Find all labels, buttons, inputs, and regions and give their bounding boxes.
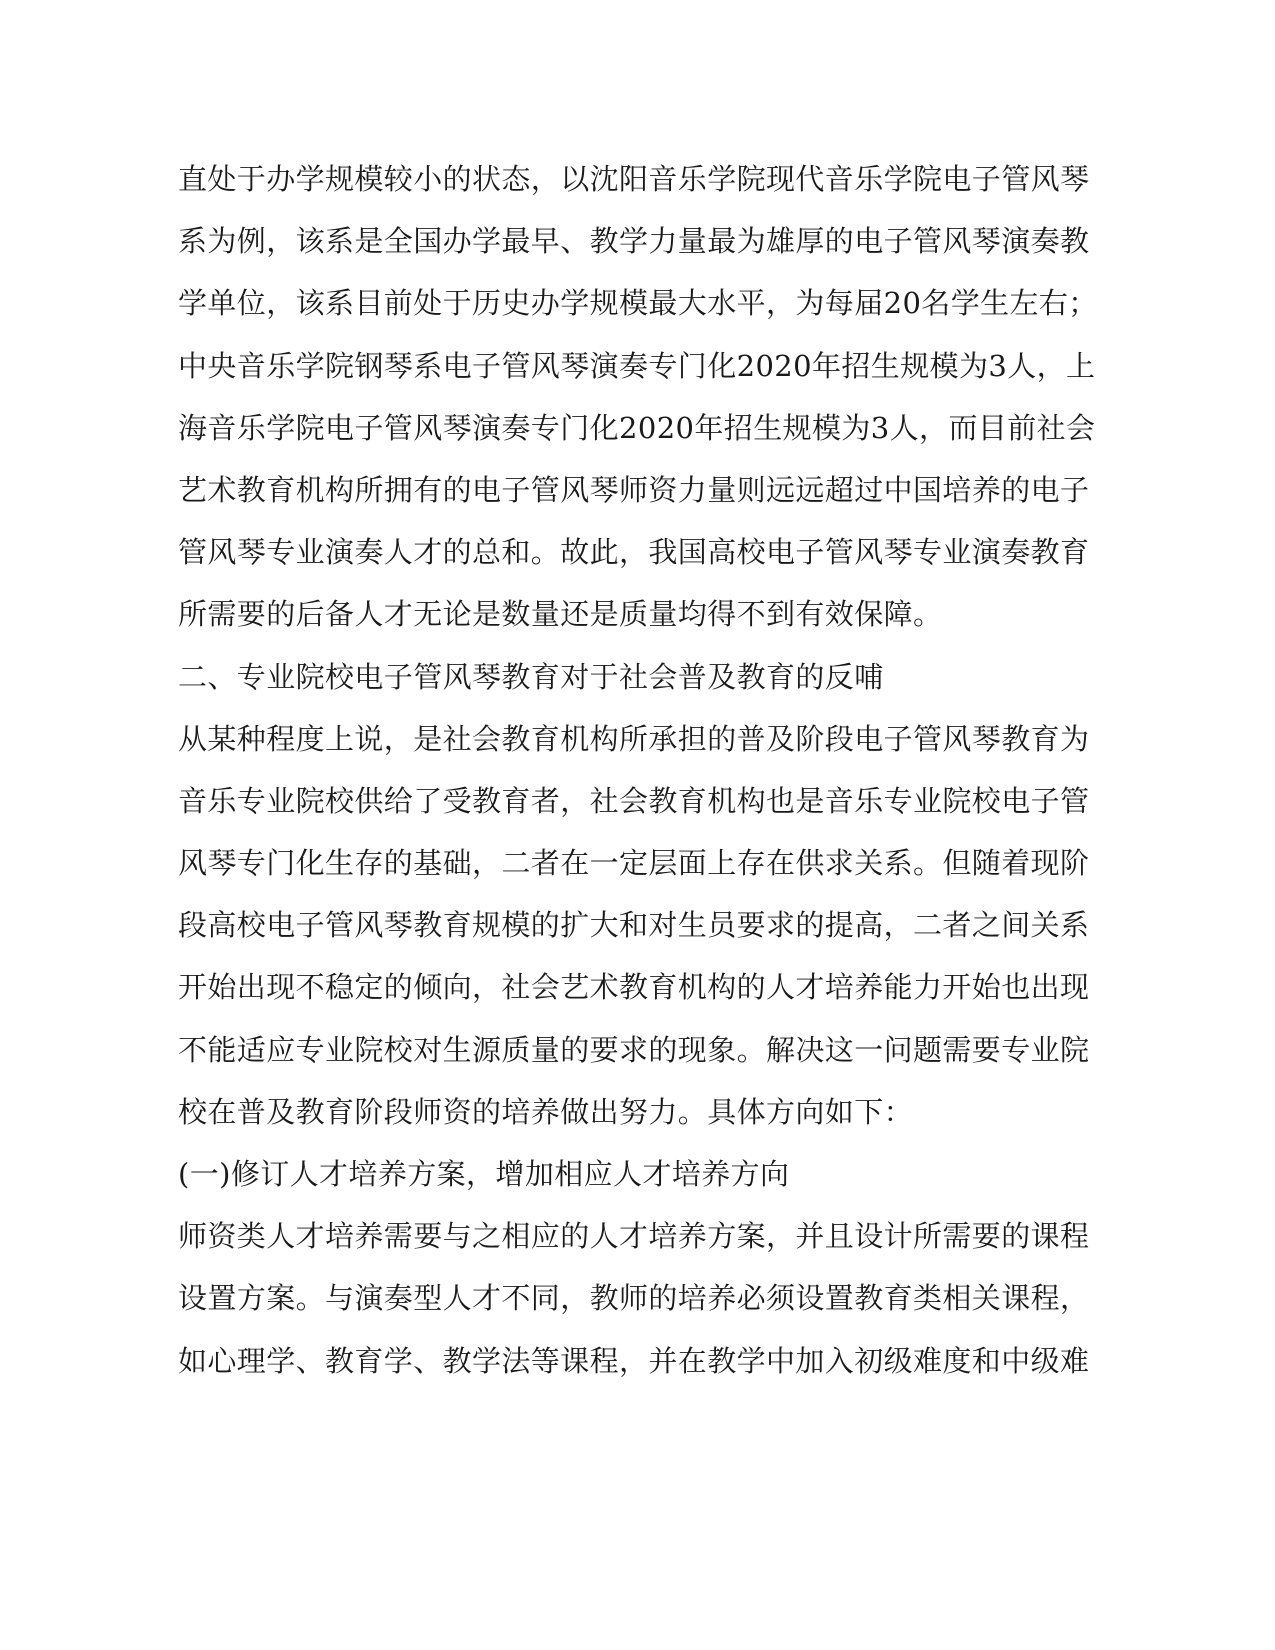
text-line: 学单位，该系目前处于历史办学规模最大水平，为每届20名学生左右； — [178, 286, 1098, 321]
text-line: 校在普及教育阶段师资的培养做出努力。具体方向如下： — [178, 1094, 914, 1129]
text-line: 设置方案。与演奏型人才不同，教师的培养必须设置教育类相关课程， — [178, 1281, 1090, 1316]
text-line: 管风琴专业演奏人才的总和。故此，我国高校电子管风琴专业演奏教育 — [178, 535, 1090, 570]
text-line: 艺术教育机构所拥有的电子管风琴师资力量则远远超过中国培养的电子 — [178, 472, 1090, 507]
text-line: 直处于办学规模较小的状态，以沈阳音乐学院现代音乐学院电子管风琴 — [178, 162, 1090, 196]
text-line: 开始出现不稳定的倾向，社会艺术教育机构的人才培养能力开始也出现 — [178, 970, 1090, 1005]
text-line: 从某种程度上说，是社会教育机构所承担的普及阶段电子管风琴教育为 — [178, 721, 1090, 756]
body-text — [178, 152, 1098, 1396]
text-line: 段高校电子管风琴教育规模的扩大和对生员要求的提高，二者之间关系 — [178, 908, 1090, 943]
subsection-heading: (一)修订人才培养方案，增加相应人才培养方向 — [178, 1157, 790, 1191]
text-line: 师资类人才培养需要与之相应的人才培养方案，并且设计所需要的课程 — [178, 1219, 1090, 1254]
text-line: 如心理学、教育学、教学法等课程，并在教学中加入初级难度和中级难 — [178, 1343, 1090, 1378]
text-line: 音乐专业院校供给了受教育者，社会教育机构也是音乐专业院校电子管 — [178, 783, 1090, 818]
text-line: 海音乐学院电子管风琴演奏专门化2020年招生规模为3人，而目前社会 — [178, 410, 1096, 445]
text-line: 中央音乐学院钢琴系电子管风琴演奏专门化2020年招生规模为3人，上 — [178, 348, 1096, 383]
text-line: 所需要的后备人才无论是数量还是质量均得不到有效保障。 — [178, 597, 943, 632]
text-line: 风琴专门化生存的基础，二者在一定层面上存在供求关系。但随着现阶 — [178, 846, 1090, 881]
text-line: 系为例，该系是全国办学最早、教学力量最为雄厚的电子管风琴演奏教 — [178, 224, 1090, 259]
section-heading: 二、专业院校电子管风琴教育对于社会普及教育的反哺 — [178, 659, 884, 694]
text-line: 不能适应专业院校对生源质量的要求的现象。解决这一问题需要专业院 — [178, 1032, 1090, 1067]
